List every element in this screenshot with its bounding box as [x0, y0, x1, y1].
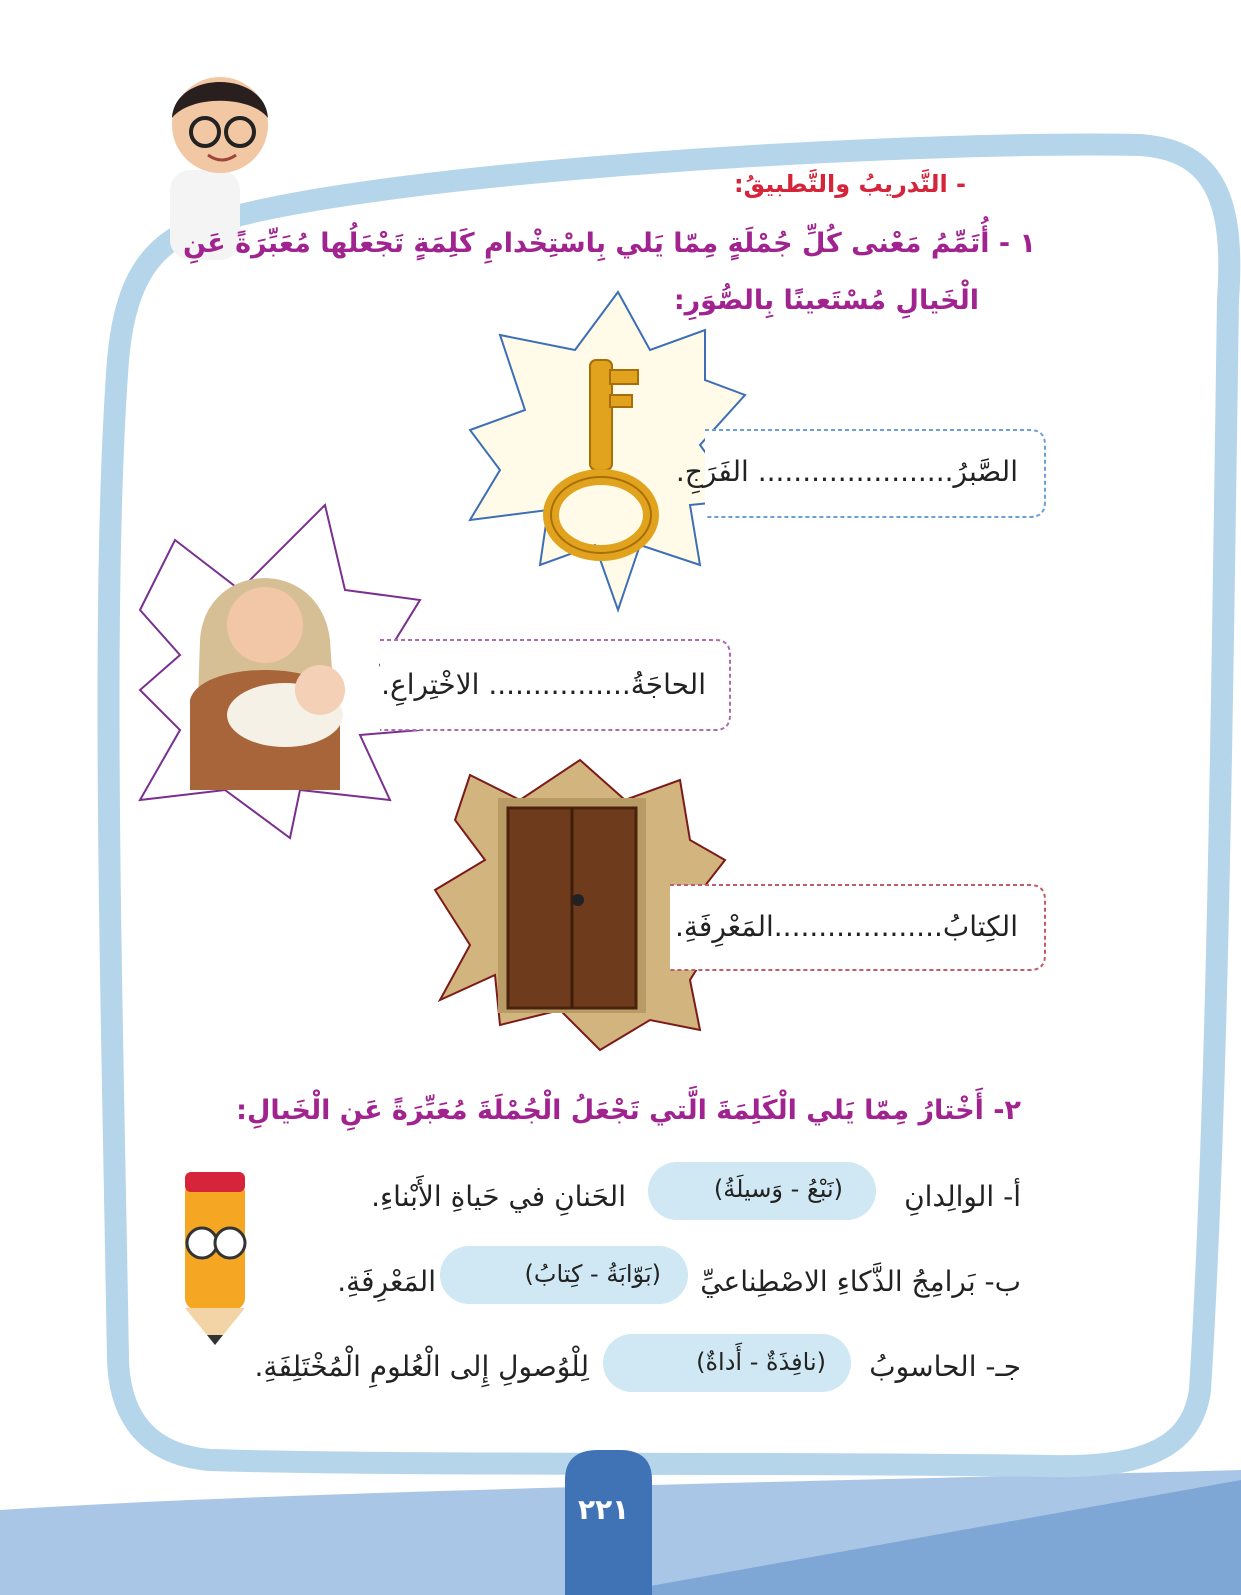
exercise1-item-1: الصَّبرُ...................... الفَرَجِ.	[675, 455, 1018, 488]
exercise1-title-line2: الْخَيالِ مُسْتَعينًا بِالصُّوَرِ:	[673, 285, 979, 316]
section-title: - التَّدريبُ والتَّطبيقُ:	[734, 170, 966, 198]
exercise2-item-1-options: (نَبْعُ - وَسيلَةُ)	[713, 1175, 843, 1203]
pencil-mascot-picture	[185, 1172, 245, 1345]
exercise2-item-1-prefix: أ- الوالِدانِ	[904, 1180, 1021, 1213]
exercise2-item-3-suffix: لِلْوُصولِ إِلى الْعُلومِ الْمُخْتَلِفَةِ.	[254, 1350, 589, 1383]
exercise2-item-2-suffix: المَعْرِفَةِ.	[337, 1265, 436, 1298]
page-number: ٢٢١	[578, 1493, 630, 1526]
exercise1-item-2: الحاجَةُ................ الاخْتِراعِ.	[381, 668, 706, 701]
exercise2-item-2-options: (بَوّابَةُ - كِتابُ)	[524, 1260, 661, 1288]
exercise2-item-3-options: (نافِذَةٌ - أَداةٌ)	[696, 1348, 826, 1376]
exercise2-item-3-prefix: جـ- الحاسوبُ	[869, 1350, 1021, 1383]
exercise2-item-2-prefix: ب- بَرامِجُ الذَّكاءِ الاصْطِناعيِّ	[700, 1265, 1021, 1298]
exercise2-item-1-suffix: الحَنانِ في حَياةِ الأَبْناءِ.	[371, 1180, 626, 1213]
exercise1-item-3: الكِتابُ...................المَعْرِفَةِ.	[675, 910, 1018, 943]
exercise1-title-line1: ١ - أُتَمِّمُ مَعْنى كُلِّ جُمْلَةٍ مِمّا يَلي بِاسْتِخْدامِ كَلِمَةٍ تَجْعَلُها مُعَبِّرَةً عَنِ	[182, 228, 1036, 259]
exercise2-title: ٢- أَخْتارُ مِمّا يَلي الْكَلِمَةَ الَّتي تَجْعَلُ الْجُمْلَةَ مُعَبِّرَةً عَنِ الْخَيالِ:	[236, 1095, 1021, 1126]
